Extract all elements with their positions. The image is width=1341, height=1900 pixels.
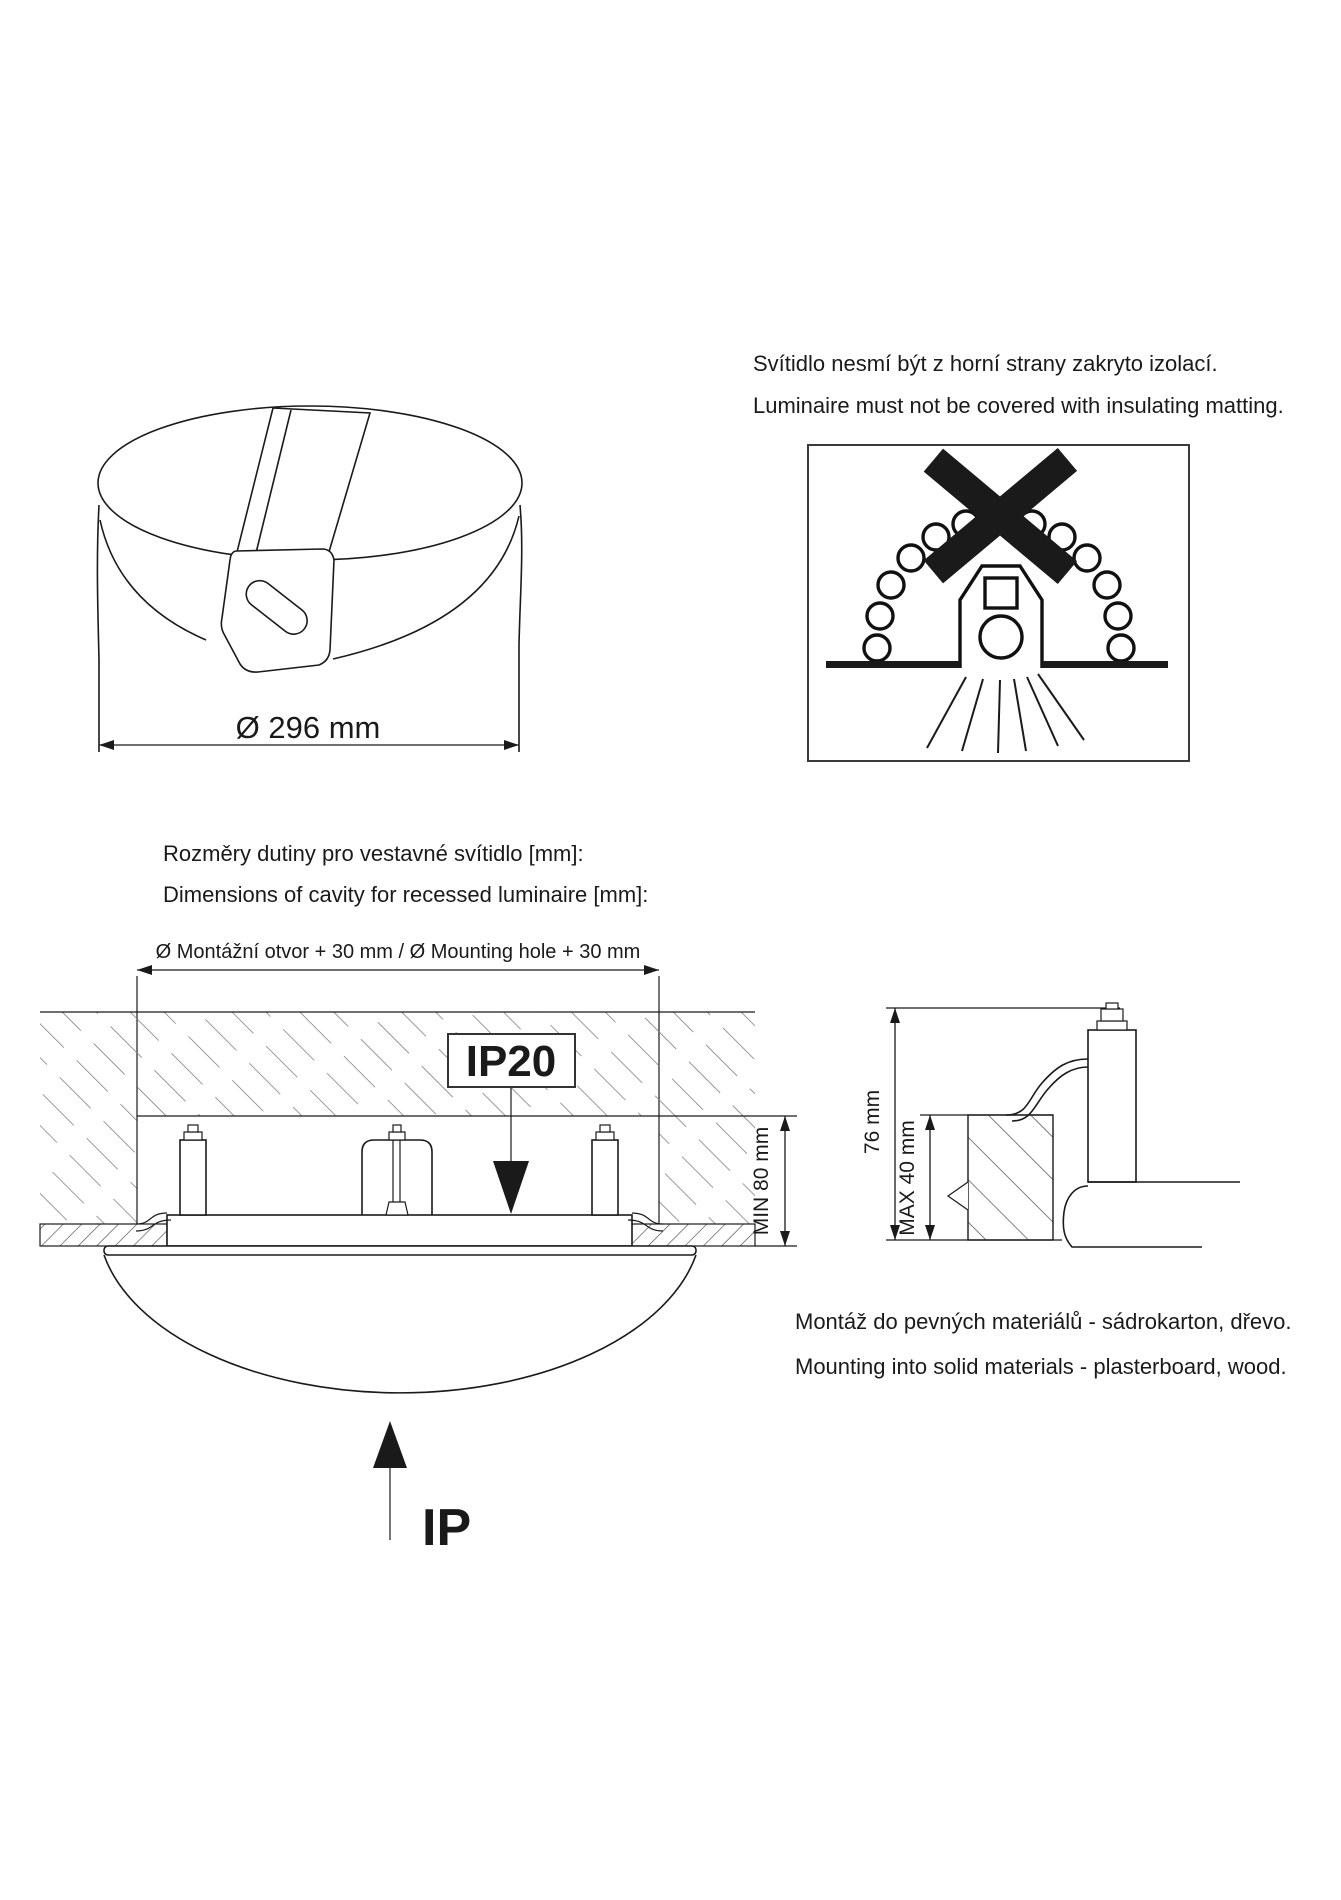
plasterboard-left — [40, 1224, 167, 1246]
mounting-detail-view — [861, 1003, 1240, 1247]
height-dimension — [861, 1008, 900, 1240]
mounting-plate — [167, 1215, 632, 1246]
detail-screw-post — [1088, 1003, 1136, 1182]
insulation-warning — [753, 351, 1284, 761]
min-depth-label: MIN 80 mm — [750, 1126, 773, 1236]
cavity-section — [40, 841, 797, 1557]
left-silhouette-line — [97, 505, 99, 752]
ip20-callout — [448, 1034, 575, 1214]
strap-foot — [221, 549, 334, 672]
insulation-note-en: Luminaire must not be covered with insulating matting. — [753, 393, 1284, 418]
diameter-label: Ø 296 mm — [235, 710, 381, 745]
spring-clip — [1006, 1059, 1088, 1121]
luminaire-top-view-drawing — [97, 406, 522, 752]
ip20-label: IP20 — [465, 1037, 557, 1086]
ceiling-bar-left — [826, 661, 960, 668]
flange-left — [136, 1213, 167, 1224]
ip20-arrow-icon — [493, 1161, 529, 1214]
cavity-heading-cz: Rozměry dutiny pro vestavné svítidlo [mm]: — [163, 841, 584, 866]
diffuser-dome — [104, 1255, 696, 1393]
detail-flange — [1063, 1182, 1240, 1247]
mounting-note-cz: Montáž do pevných materiálů - sádrokarton, dřevo. — [795, 1309, 1292, 1334]
ip-ingress-arrow — [373, 1421, 471, 1557]
cavity-heading-en: Dimensions of cavity for recessed luminaire [mm]: — [163, 882, 649, 907]
max-thickness-label: MAX 40 mm — [896, 1120, 919, 1236]
mounting-hole-label: Ø Montážní otvor + 30 mm / Ø Mounting hole + 30 mm — [155, 941, 641, 963]
luminaire-cross-section — [104, 1125, 696, 1393]
screw-post-right — [592, 1125, 618, 1215]
board-cross-section — [948, 1115, 1053, 1240]
flange-right — [632, 1213, 663, 1224]
solid-material-hatch — [40, 1012, 755, 1224]
mounting-note-en: Mounting into solid materials - plasterboard, wood. — [795, 1354, 1287, 1379]
right-silhouette-line — [519, 505, 522, 752]
height-label: 76 mm — [861, 1089, 884, 1155]
screw-post-left — [180, 1125, 206, 1215]
ceiling-bar-right — [1042, 661, 1168, 668]
max-thickness-dimension — [896, 1115, 935, 1240]
insulation-note-cz: Svítidlo nesmí být z horní strany zakryto izolací. — [753, 351, 1218, 376]
mounting-note — [795, 1309, 1291, 1379]
centre-bracket — [362, 1125, 432, 1215]
ip-label: IP — [422, 1499, 472, 1557]
board-break — [948, 1182, 968, 1210]
no-insulation-cover-icon — [808, 445, 1189, 761]
up-arrow-icon — [373, 1421, 407, 1468]
diffuser-rim — [104, 1246, 696, 1255]
diameter-dimension — [99, 710, 519, 750]
